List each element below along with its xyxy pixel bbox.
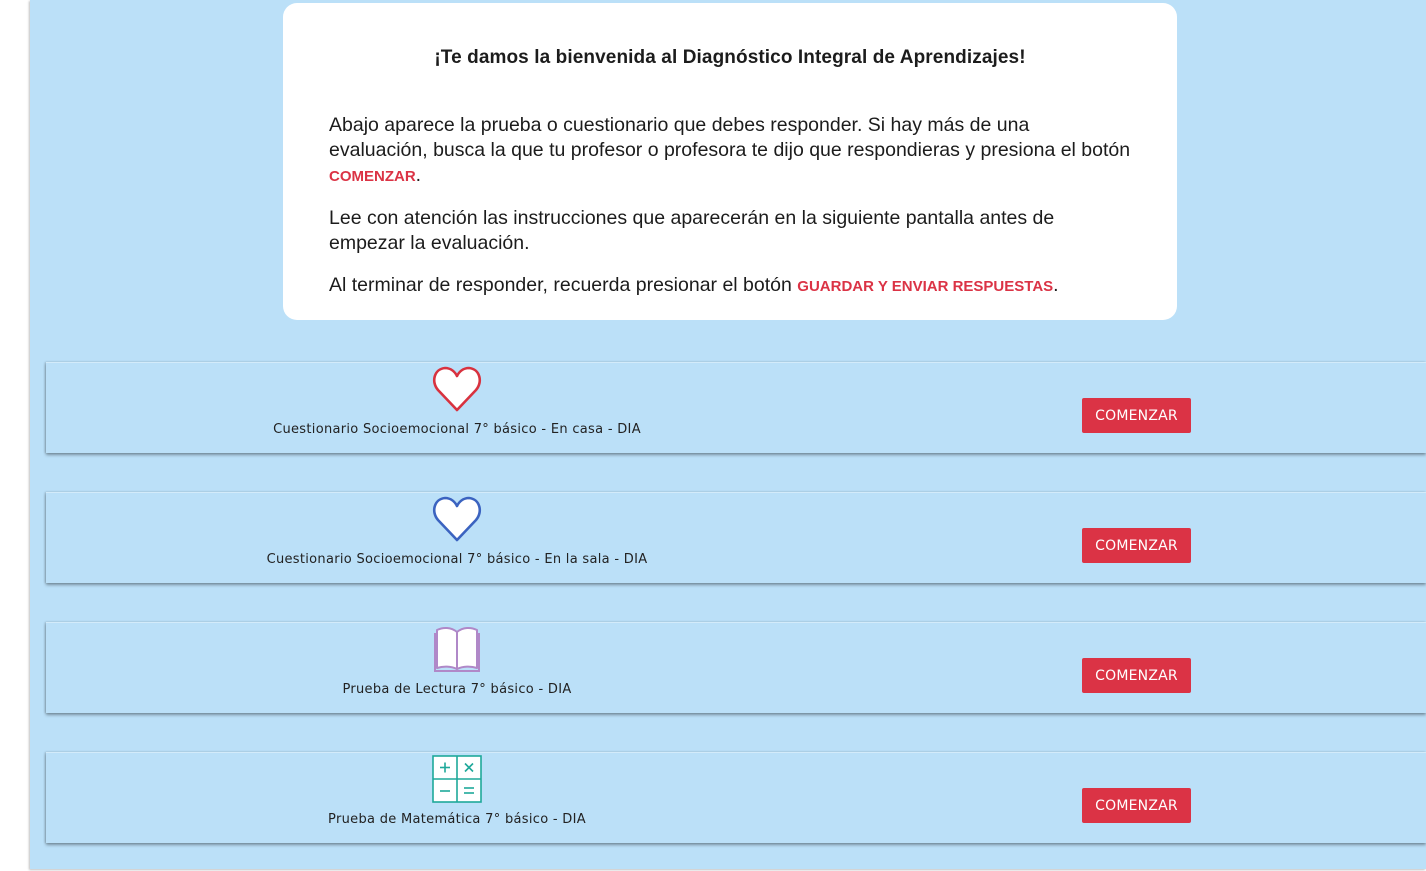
book-icon (432, 625, 482, 673)
test-row-socioemocional-casa (46, 362, 1426, 453)
welcome-paragraph-3-text: Al terminar de responder, recuerda presionar el botón (329, 274, 798, 296)
comenzar-button[interactable]: COMENZAR (1082, 658, 1191, 693)
heart-icon (432, 365, 482, 413)
test-title: Cuestionario Socioemocional 7° básico - En casa - DIA (273, 422, 641, 437)
welcome-paragraph-1-text: Abajo aparece la prueba o cuestionario que debes responder. Si hay más de una evaluación, busca la que tu profesor o profesora te dijo que respondieras y presiona el botón (329, 114, 1131, 161)
comenzar-button[interactable]: COMENZAR (1082, 398, 1191, 433)
page-background (30, 0, 1426, 869)
comenzar-highlight: COMENZAR (329, 168, 416, 185)
test-title: Cuestionario Socioemocional 7° básico - En la sala - DIA (266, 552, 648, 567)
welcome-paragraph-3: Al terminar de responder, recuerda presionar el botón GUARDAR Y ENVIAR RESPUESTAS. (329, 274, 1059, 296)
welcome-title: ¡Te damos la bienvenida al Diagnóstico Integral de Aprendizajes! (434, 47, 1026, 68)
welcome-paragraph-1: Abajo aparece la prueba o cuestionario que debes responder. Si hay más de una evaluación, busca la que tu profesor o profesora te dijo que respondieras y presiona el botón COMENZAR. (329, 114, 1131, 186)
welcome-paragraph-2: Lee con atención las instrucciones que aparecerán en la siguiente pantalla antes de empezar la evaluación. (329, 207, 1055, 254)
heart-icon (432, 495, 482, 543)
test-row-matematica (46, 752, 1426, 843)
test-row-lectura (46, 622, 1426, 713)
test-title: Prueba de Lectura 7° básico - DIA (342, 682, 572, 697)
calculator-icon (432, 755, 482, 803)
comenzar-button[interactable]: COMENZAR (1082, 528, 1191, 563)
test-title: Prueba de Matemática 7° básico - DIA (328, 812, 586, 827)
guardar-highlight: GUARDAR Y ENVIAR RESPUESTAS (797, 278, 1054, 295)
welcome-card (283, 3, 1177, 320)
test-row-socioemocional-sala (46, 492, 1426, 583)
comenzar-button[interactable]: COMENZAR (1082, 788, 1191, 823)
